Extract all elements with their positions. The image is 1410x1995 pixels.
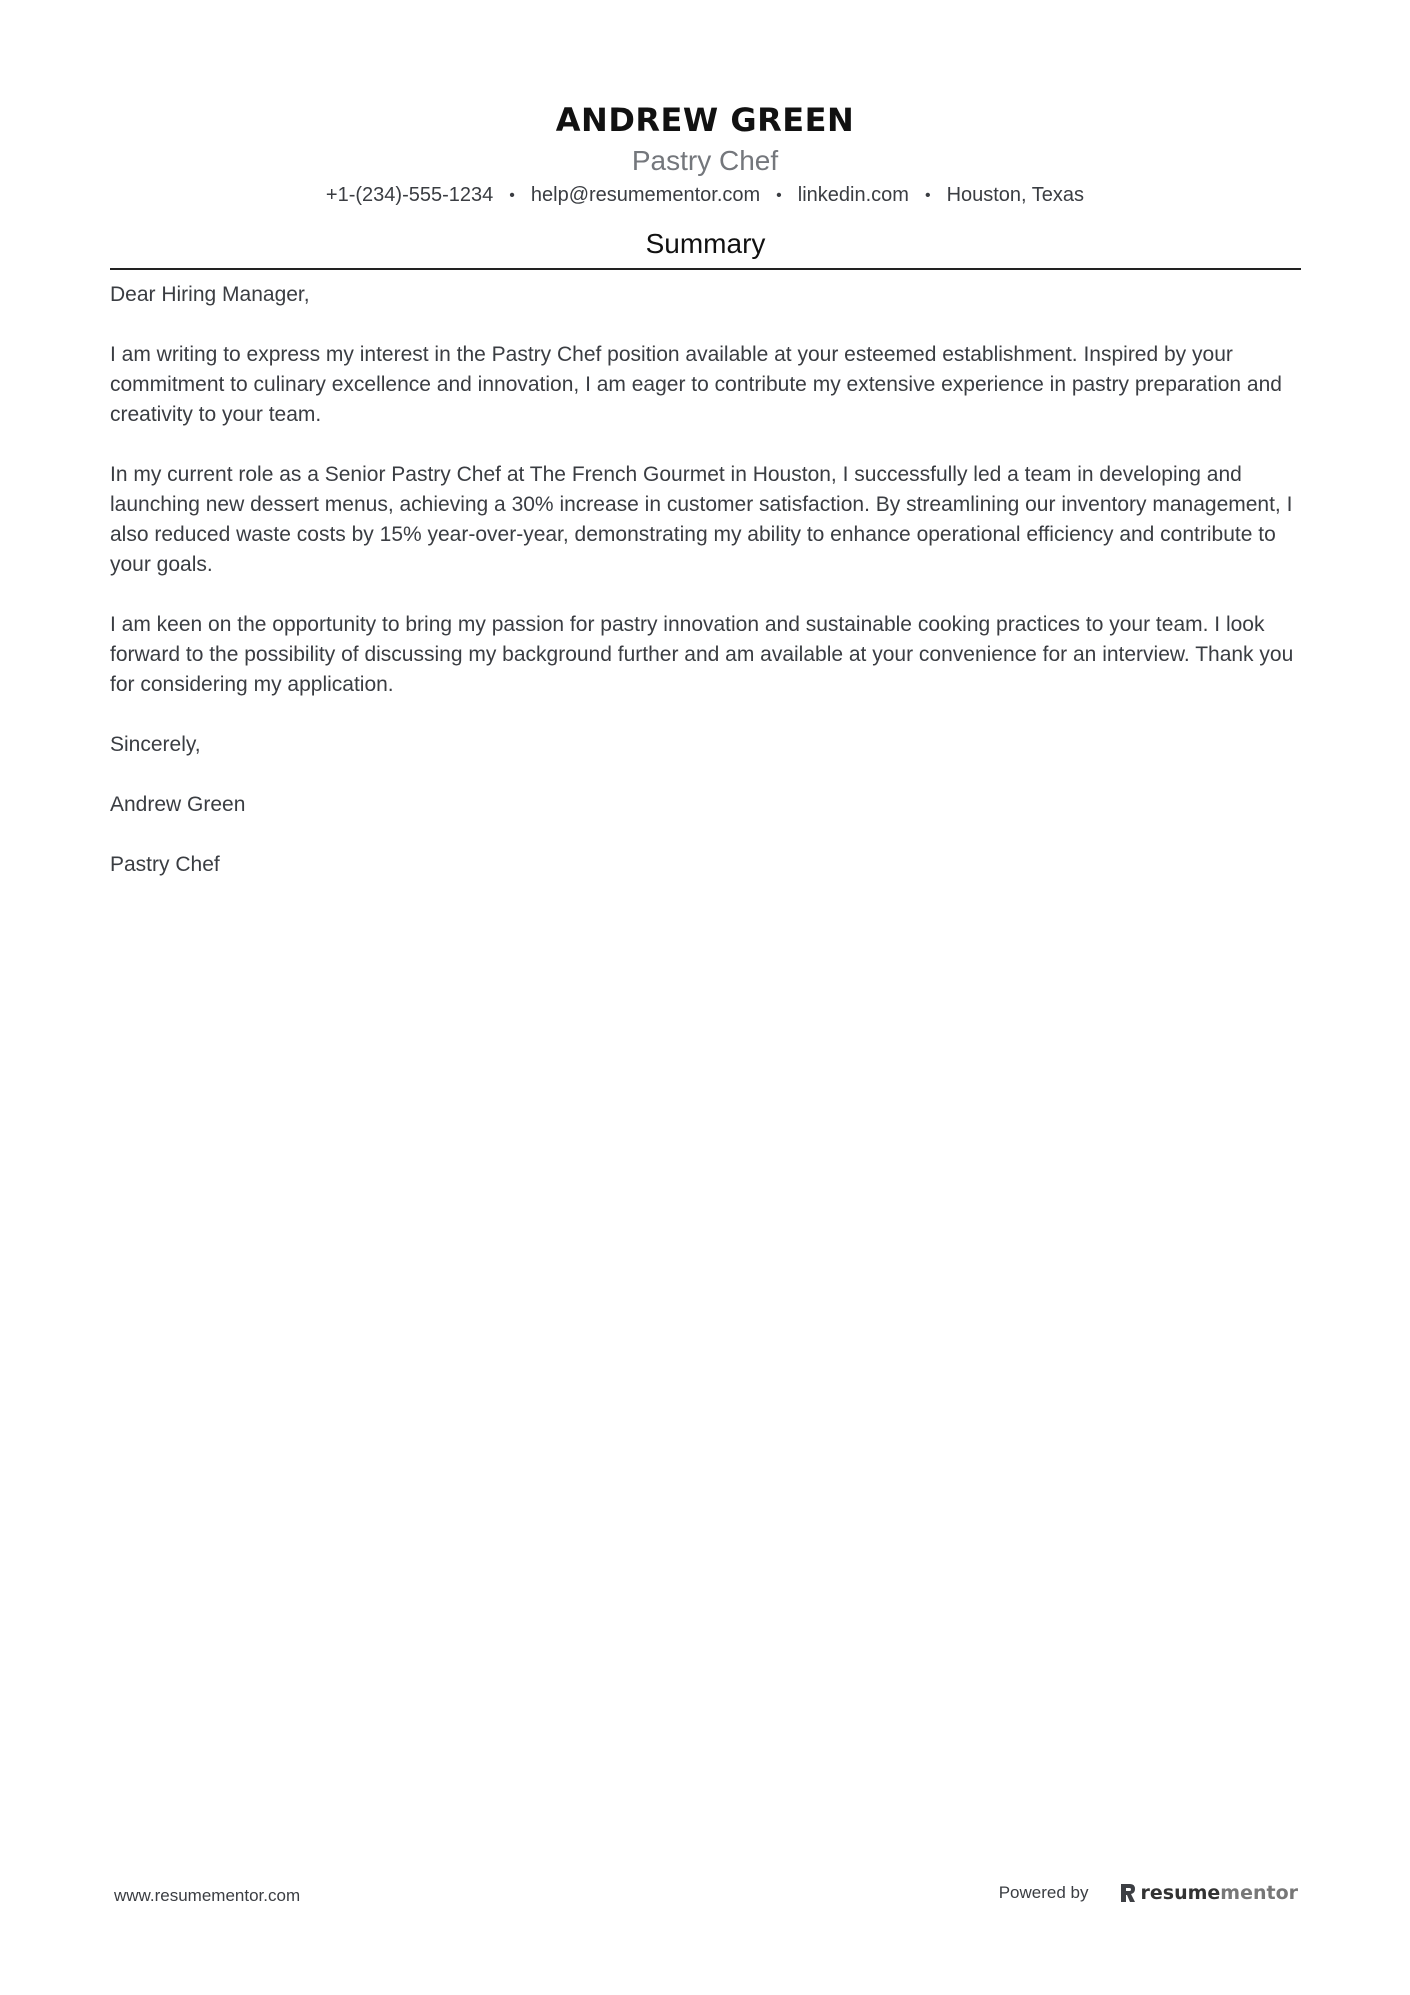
resumementor-logo-icon (1119, 1882, 1137, 1904)
contact-line (0, 182, 1410, 210)
letter-paragraph: I am keen on the opportunity to bring my passion for pastry innovation and sustainable cooking practices to your team. I look forward to the possibility of discussing my background further and am available at your convenience for an interview. Thank you for considering my application. (110, 613, 1294, 696)
contact-separator: • (924, 187, 931, 204)
contact-separator: • (776, 187, 782, 204)
letter-paragraph: In my current role as a Senior Pastry Chef at The French Gourmet in Houston, I successfully led a team in developing and launching new dessert menus, achieving a 30% increase in customer satisfaction. By streamlining our inventory management, I also reduced waste costs by 15% year-over-year, demonstrating my ability to enhance operational efficiency and contribute to your goals. (110, 463, 1293, 576)
contact-email[interactable]: help@resumementor.com (530, 184, 761, 206)
brand-name-part2: mentor (1220, 1882, 1298, 1904)
candidate-name: ANDREW GREEN (555, 101, 855, 139)
section-title-summary: Summary (110, 226, 1301, 270)
letter-paragraph: I am writing to express my interest in the Pastry Chef position available at your esteemed establishment. Inspired by your commitment to culinary excellence and innovation, I am eager to contribute my extensive experience in pastry preparation and creativity to your team. (110, 343, 1282, 426)
contact-location: Houston, Texas (946, 184, 1085, 206)
cover-letter-body (110, 280, 1305, 910)
brand-name-part1: resume (1140, 1882, 1221, 1904)
signature-title: Pastry Chef (110, 853, 220, 876)
contact-separator: • (509, 187, 515, 204)
letter-closing: Sincerely, (110, 733, 201, 756)
signature-name: Andrew Green (110, 793, 246, 816)
brand-logo[interactable] (1119, 1882, 1299, 1904)
letter-greeting: Dear Hiring Manager, (110, 283, 310, 306)
resume-header (0, 96, 1410, 210)
footer-website[interactable]: www.resumementor.com (114, 1886, 301, 1905)
contact-linkedin[interactable]: linkedin.com (797, 184, 909, 206)
candidate-role: Pastry Chef (631, 145, 779, 176)
powered-by-label: Powered by (998, 1883, 1089, 1902)
footer-branding (999, 1882, 1298, 1904)
contact-phone: +1-(234)-555-1234 (325, 184, 494, 206)
